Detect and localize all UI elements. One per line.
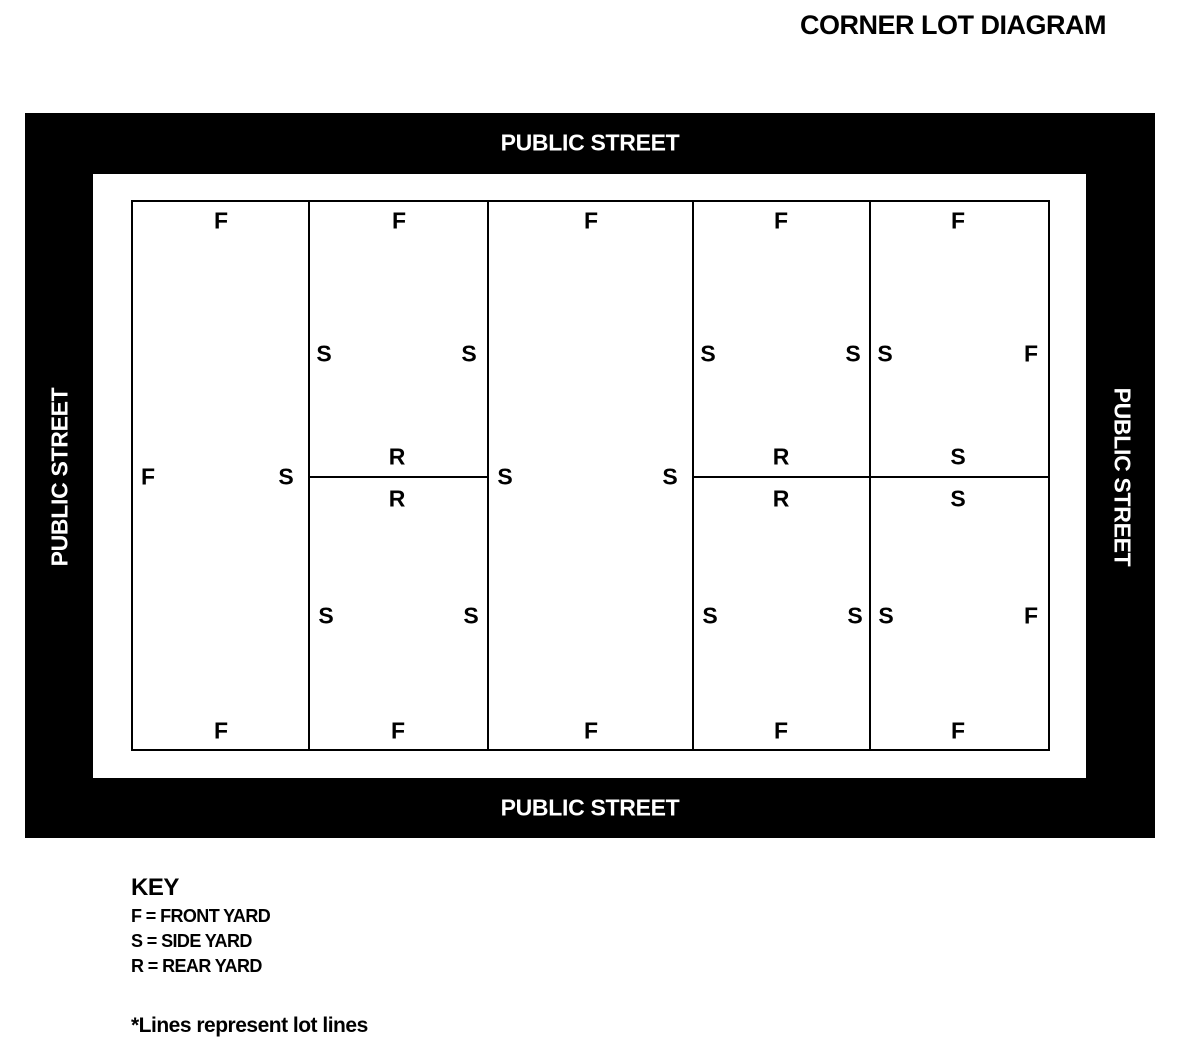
yard-label-lot5u-bottom: S (950, 443, 966, 470)
lot-line-split-lot-2 (308, 476, 489, 478)
lot-line-split-lots-4-5 (692, 476, 1050, 478)
yard-label-lot2l-right: S (463, 602, 479, 629)
yard-label-lot5l-right: F (1023, 602, 1039, 629)
street-label-bottom: PUBLIC STREET (500, 794, 680, 821)
yard-label-lot5l-top: S (950, 485, 966, 512)
yard-label-lot4l-top: R (772, 485, 790, 512)
lot-lines-note: *Lines represent lot lines (131, 1014, 368, 1037)
yard-label-lot5u-right: F (1023, 340, 1039, 367)
yard-label-lot1-top: F (213, 207, 229, 234)
street-label-right: PUBLIC STREET (1109, 387, 1136, 567)
yard-label-lot2l-bottom: F (390, 717, 406, 744)
yard-label-lot5l-left: S (878, 602, 894, 629)
key-item-front-yard: F = FRONT YARD (131, 906, 271, 926)
lot-line-left (131, 200, 133, 751)
yard-label-lot2u-left: S (316, 340, 332, 367)
yard-label-lot3-right: S (662, 463, 678, 490)
key-item-rear-yard: R = REAR YARD (131, 956, 262, 976)
yard-label-lot4u-bottom: R (772, 443, 790, 470)
yard-label-lot2u-bottom: R (388, 443, 406, 470)
yard-label-lot1-left: F (140, 463, 156, 490)
yard-label-lot4u-right: S (845, 340, 861, 367)
lot-line-top (131, 200, 1050, 202)
yard-label-lot4u-top: F (773, 207, 789, 234)
yard-label-lot4l-left: S (702, 602, 718, 629)
legend-key (131, 876, 270, 979)
yard-label-lot3-bottom: F (583, 717, 599, 744)
yard-label-lot5u-top: F (950, 207, 966, 234)
yard-label-lot1-bottom: F (213, 717, 229, 744)
yard-label-lot3-top: F (583, 207, 599, 234)
street-label-left: PUBLIC STREET (46, 387, 73, 567)
yard-label-lot4u-left: S (700, 340, 716, 367)
key-item-side-yard: S = SIDE YARD (131, 931, 252, 951)
yard-label-lot2l-top: R (388, 485, 406, 512)
yard-label-lot2u-top: F (391, 207, 407, 234)
yard-label-lot2l-left: S (318, 602, 334, 629)
yard-label-lot4l-bottom: F (773, 717, 789, 744)
yard-label-lot1-right: S (278, 463, 294, 490)
yard-label-lot5u-left: S (877, 340, 893, 367)
yard-label-lot2u-right: S (461, 340, 477, 367)
diagram-title: CORNER LOT DIAGRAM (800, 10, 1106, 40)
street-label-top: PUBLIC STREET (500, 129, 680, 156)
lot-line-bottom (131, 749, 1050, 751)
key-title: KEY (131, 874, 179, 901)
yard-label-lot4l-right: S (847, 602, 863, 629)
yard-label-lot5l-bottom: F (950, 717, 966, 744)
yard-label-lot3-left: S (497, 463, 513, 490)
